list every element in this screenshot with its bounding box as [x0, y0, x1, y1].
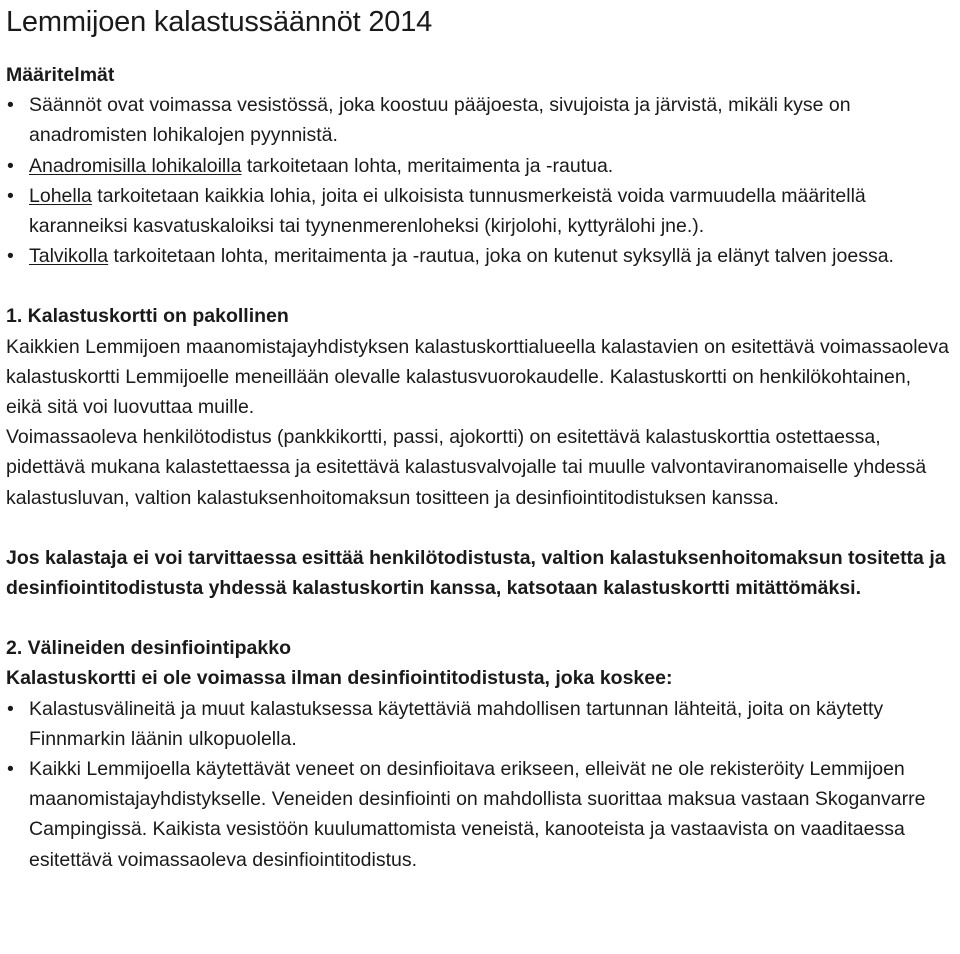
list-item: • Kalastusvälineitä ja muut kalastuksessa käytettäviä mahdollisen tartunnan lähteitä, joita on käytetty Finnmarkin läänin ulkopuolella.: [6, 694, 952, 754]
definition-term: Talvikolla: [29, 245, 109, 268]
section-1-paragraph-1: Kaikkien Lemmijoen maanomistajayhdistyksen kalastuskorttialueella kalastavien on esitettävä voimassaoleva kalastuskortti Lemmijoelle meneillään olevalle kalastusvuorokaudelle. Kalastuskortti on henkilökohtainen, eikä sitä voi luovuttaa muille.: [6, 335, 949, 419]
document-title: Lemmijoen kalastussäännöt 2014: [6, 6, 433, 38]
definition-text: tarkoitetaan lohta, meritaimenta ja -rautua.: [241, 154, 614, 177]
section-1-warning: Jos kalastaja ei voi tarvittaessa esittää henkilötodistusta, valtion kalastuksenhoitomaksun tositetta ja desinfiointitodistusta yhdessä kalastuskortin kanssa, katsotaan kalastuskortti mitättömäksi.: [6, 546, 946, 600]
list-item: [6, 241, 952, 271]
section-2-heading: 2. Välineiden desinfiointipakko: [6, 637, 291, 660]
list-item: [6, 90, 952, 150]
definition-term: Lohella: [29, 184, 92, 207]
list-item: • Kaikki Lemmijoella käytettävät veneet on desinfioitava erikseen, elleivät ne ole rekisteröity Lemmijoen maanomistajayhdistykselle. Veneiden desinfiointi on mahdollista suorittaa maksua vastaan Skoganvarre Campingissä. Kaikista vesistöön kuulumattomista veneistä, kanooteista ja vastaavista on vaaditaessa esitettävä voimassaoleva desinfiointitodistus.: [6, 754, 952, 875]
definition-term: Anadromisilla lohikaloilla: [29, 154, 242, 177]
spacer: [6, 603, 952, 633]
section-2-list: [6, 694, 952, 875]
document-body: [6, 60, 952, 875]
section-1-heading: 1. Kalastuskortti on pakollinen: [6, 305, 289, 328]
definitions-section: [6, 60, 952, 271]
section-2-subheading: Kalastuskortti ei ole voimassa ilman desinfiointitodistusta, joka koskee:: [6, 667, 673, 690]
list-item: [6, 181, 952, 241]
definition-text: tarkoitetaan kaikkia lohia, joita ei ulkoisista tunnusmerkeistä voida varmuudella määritellä karanneiksi kasvatuskaloiksi tai tyynenmerenloheksi (kirjolohi, kyttyrälohi jne.).: [29, 184, 866, 238]
list-item: [6, 151, 952, 181]
spacer: [6, 271, 952, 301]
section-1: [6, 301, 952, 512]
spacer: [6, 513, 952, 543]
definitions-list: [6, 90, 952, 271]
definition-text: tarkoitetaan lohta, meritaimenta ja -rautua, joka on kutenut syksyllä ja elänyt talven joessa.: [108, 245, 894, 268]
section-1-paragraph-2: Voimassaoleva henkilötodistus (pankkikortti, passi, ajokortti) on esitettävä kalastuskorttia ostettaessa, pidettävä mukana kalastettaessa ja esitettävä kalastusvalvojalle tai muulle valvontaviranomaiselle yhdessä kalastusluvan, valtion kalastuksenhoitomaksun tositteen ja desinfiointitodistuksen kanssa.: [6, 426, 927, 509]
definition-text: Säännöt ovat voimassa vesistössä, joka koostuu pääjoesta, sivujoista ja järvistä, mikäli kyse on anadromisten lohikalojen pyynnistä.: [29, 94, 851, 147]
definitions-heading: Määritelmät: [6, 64, 115, 86]
section-2: [6, 633, 952, 875]
